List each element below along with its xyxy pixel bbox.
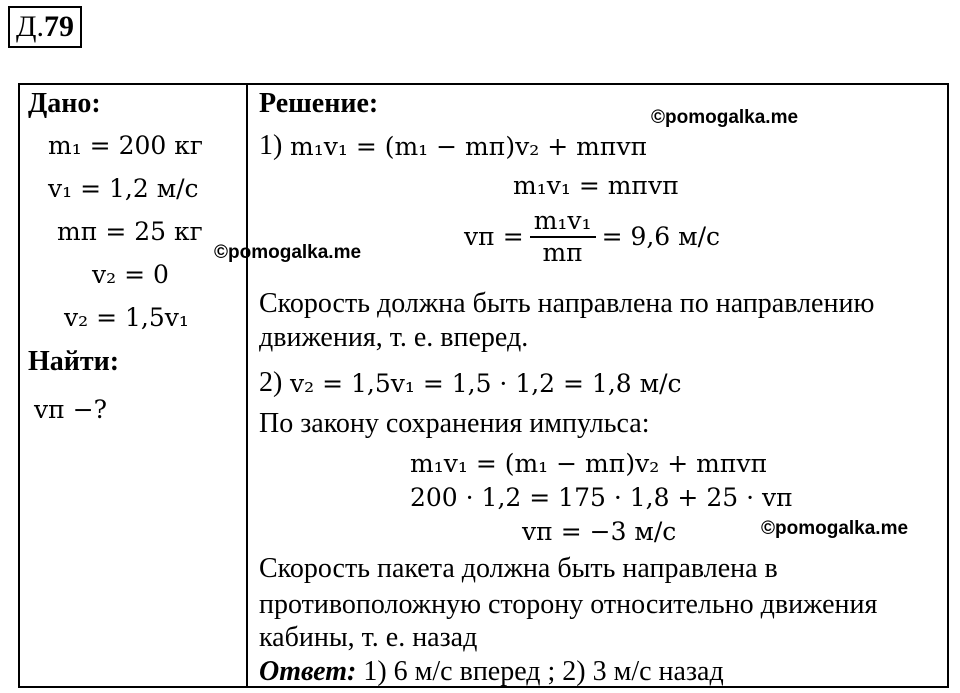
problem-label [8,6,82,48]
fraction [530,206,596,268]
problem-label-number: 79 [43,10,74,43]
given-line-mass-cabin: m₁ = 200 кг [48,131,203,160]
given-line-mass-packet: mп = 25 кг [57,217,203,246]
watermark-2: ©pomogalka.me [214,242,362,263]
explanation-1-line-1: Скорость должна быть направлена по направлению [259,288,875,319]
find-heading: Найти: [28,346,120,377]
equation-packet-velocity [464,206,720,268]
explanation-2: По закону сохранения импульса: [259,408,650,439]
equation-velocity-2: v₂ = 1,5v₁ = 1,5 · 1,2 = 1,8 м/с [290,369,682,398]
answer-line [259,656,724,688]
answer-text: 1) 6 м/с вперед ; 2) 3 м/с назад [363,656,724,687]
step-1-number: 1) [259,130,283,161]
find-value: vп −? [34,395,108,424]
watermark-3: ©pomogalka.me [761,518,909,539]
equation-packet-velocity-rhs: = 9,6 м/с [601,222,721,251]
step-2-number: 2) [259,367,283,398]
problem-label-prefix: Д. [16,10,44,43]
solution-heading: Решение: [259,88,379,119]
equation-momentum-3: m₁v₁ = (m₁ − mп)v₂ + mпvп [410,449,768,478]
explanation-3-line-1: Скорость пакета должна быть направлена в [259,553,778,584]
fraction-denominator: mп [542,238,583,267]
explanation-1-line-2: движения, т. е. вперед. [259,322,529,353]
equation-numeric: 200 · 1,2 = 175 · 1,8 + 25 · vп [410,483,793,512]
answer-label: Ответ: [259,656,357,687]
given-heading: Дано: [28,88,101,119]
given-line-velocity-ratio: v₂ = 1,5v₁ [64,303,189,332]
equation-momentum-1: m₁v₁ = (m₁ − mп)v₂ + mпvп [290,132,648,161]
column-divider [246,83,248,688]
equation-packet-velocity-lhs: vп = [464,222,524,251]
given-line-velocity-initial: v₁ = 1,2 м/с [48,174,199,203]
explanation-3-line-3: кабины, т. е. назад [259,622,478,653]
equation-result: vп = −3 м/с [522,517,677,546]
given-line-velocity-zero: v₂ = 0 [92,260,169,289]
fraction-numerator: m₁v₁ [530,206,596,238]
explanation-3-line-2: противоположную сторону относительно движения [259,589,878,620]
watermark-1: ©pomogalka.me [651,107,799,128]
equation-momentum-2: m₁v₁ = mпvп [513,171,679,200]
